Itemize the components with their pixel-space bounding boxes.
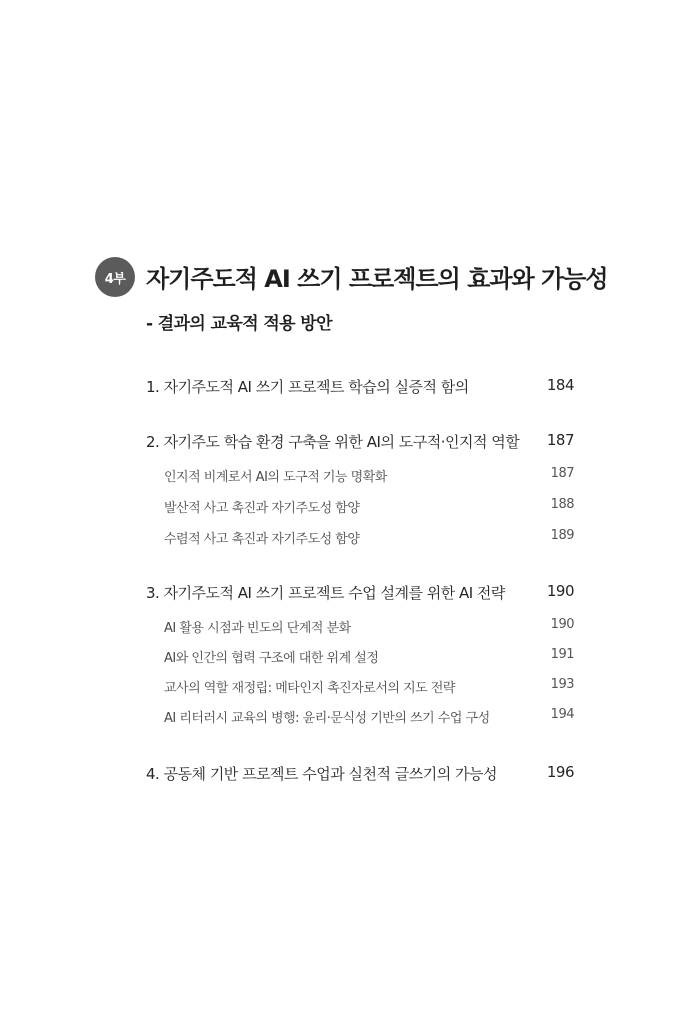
part-subtitle: - 결과의 교육적 적용 방안 <box>146 314 332 334</box>
toc-label: 2. 자기주도 학습 환경 구축을 위한 AI의 도구적·인지적 역할 <box>146 433 520 451</box>
toc-page-number: 194 <box>550 707 574 722</box>
toc-label: AI 활용 시점과 빈도의 단계적 분화 <box>164 621 351 636</box>
toc-label: 1. 자기주도적 AI 쓰기 프로젝트 학습의 실증적 함의 <box>146 378 469 396</box>
toc-label: AI 리터러시 교육의 병행: 윤리·문식성 기반의 쓰기 수업 구성 <box>164 711 490 726</box>
part-title: 자기주도적 AI 쓰기 프로젝트의 효과와 가능성 <box>146 265 608 293</box>
toc-page-number: 190 <box>546 582 574 600</box>
toc-label: 3. 자기주도적 AI 쓰기 프로젝트 수업 설계를 위한 AI 전략 <box>146 584 505 602</box>
toc-label: AI와 인간의 협력 구조에 대한 위계 설정 <box>164 651 379 666</box>
toc-page-number: 187 <box>550 466 574 481</box>
toc-page-number: 196 <box>546 763 574 781</box>
toc-page-number: 190 <box>550 617 574 632</box>
part-badge: 4부 <box>95 257 135 297</box>
toc-label: 인지적 비계로서 AI의 도구적 기능 명확화 <box>164 470 387 485</box>
toc-page-number: 184 <box>546 376 574 394</box>
toc-label: 수렴적 사고 촉진과 자기주도성 함양 <box>164 532 360 547</box>
toc-page-number: 193 <box>550 677 574 692</box>
toc-label: 4. 공동체 기반 프로젝트 수업과 실천적 글쓰기의 가능성 <box>146 765 497 783</box>
toc-page-number: 189 <box>550 528 574 543</box>
toc-page-number: 188 <box>550 497 574 512</box>
toc-page-number: 187 <box>546 431 574 449</box>
toc-label: 교사의 역할 재정립: 메타인지 촉진자로서의 지도 전략 <box>164 681 455 696</box>
toc-page-number: 191 <box>550 647 574 662</box>
toc-label: 발산적 사고 촉진과 자기주도성 함양 <box>164 501 360 516</box>
